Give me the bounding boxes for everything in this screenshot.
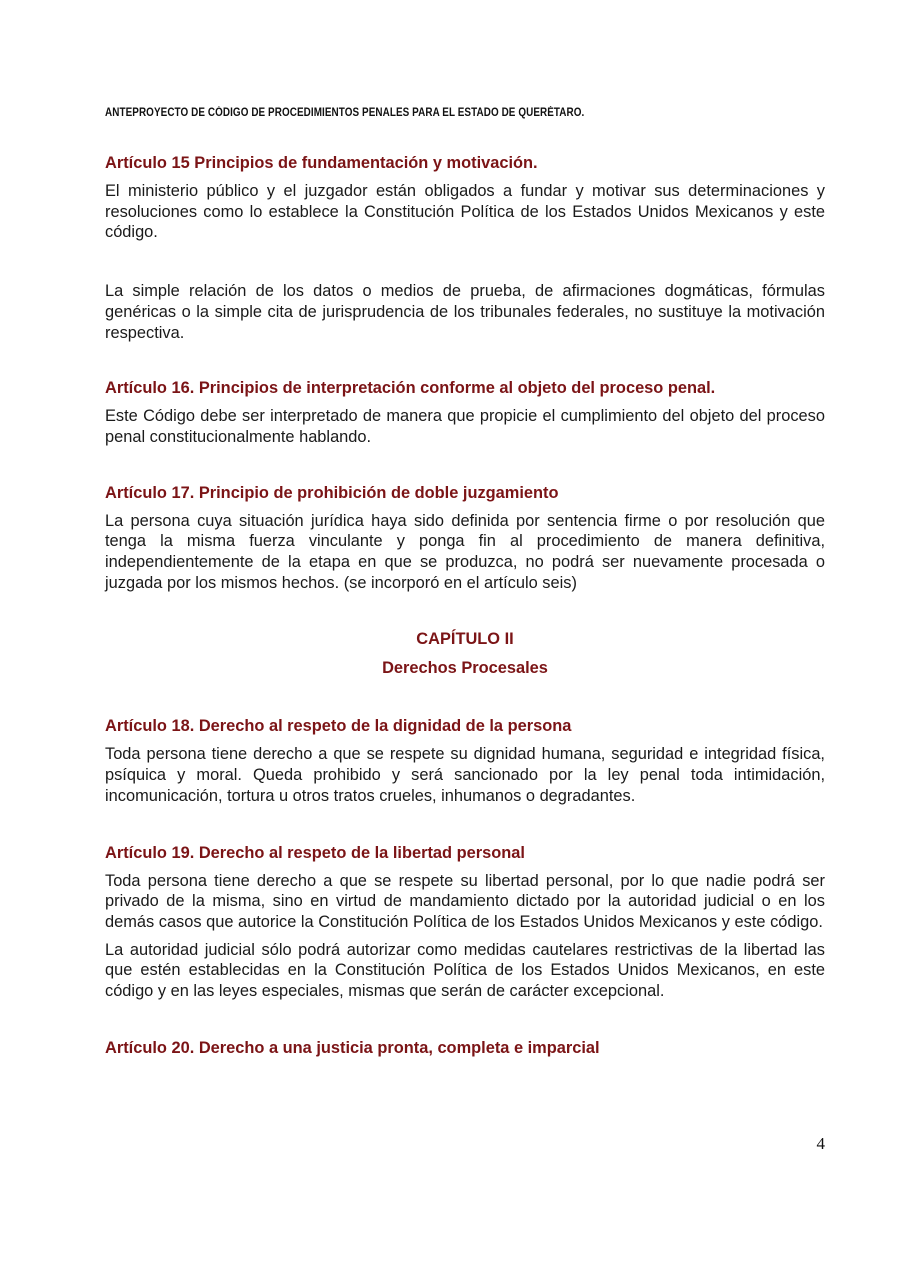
document-body	[105, 152, 825, 1059]
article-16-title: Artículo 16. Principios de interpretación conforme al objeto del proceso penal.	[105, 379, 716, 398]
article-18-title: Artículo 18. Derecho al respeto de la dignidad de la persona	[105, 717, 572, 736]
article-19-paragraph-1: Toda persona tiene derecho a que se respete su libertad personal, por lo que nadie podrá ser privado de la misma, sino en virtud de mandamiento dictado por la autoridad judicial o en los demás casos que autorice la Constitución Política de los Estados Unidos Mexicanos y este código.	[105, 871, 825, 931]
article-19-title: Artículo 19. Derecho al respeto de la libertad personal	[105, 843, 525, 862]
article-15-paragraph-2: La simple relación de los datos o medios de prueba, de afirmaciones dogmáticas, fórmulas genéricas o la simple cita de jurisprudencia de los tribunales federales, no sustituye la motivación respectiva.	[105, 282, 825, 342]
article-15-paragraph-1: El ministerio público y el juzgador están obligados a fundar y motivar sus determinaciones y resoluciones como lo establece la Constitución Política de los Estados Unidos Mexicanos y este código.	[105, 182, 825, 242]
article-17-title: Artículo 17. Principio de prohibición de doble juzgamiento	[105, 483, 559, 502]
article-20-title: Artículo 20. Derecho a una justicia pronta, completa e imparcial	[105, 1038, 600, 1057]
document-header: ANTEPROYECTO DE CÓDIGO DE PROCEDIMIENTOS PENALES PARA EL ESTADO DE QUERÉTARO.	[105, 107, 585, 119]
article-19-paragraph-2: La autoridad judicial sólo podrá autorizar como medidas cautelares restrictivas de la libertad las que estén establecidas en la Constitución Política de los Estados Unidos Mexicanos, en este código y en las leyes especiales, mismas que serán de carácter excepcional.	[105, 940, 825, 1001]
page-number: 4	[816, 1134, 825, 1153]
chapter-name: Derechos Procesales	[382, 659, 548, 678]
chapter-number: CAPÍTULO II	[416, 630, 514, 649]
article-17-paragraph-1: La persona cuya situación jurídica haya sido definida por sentencia firme o por resolución que tenga la misma fuerza vinculante y ponga fin al procedimiento de manera definitiva, independientemente de la etapa en que se produzca, no podrá ser nuevamente procesada o juzgada por los mismos hechos. (se incorporó en el artículo seis)	[105, 511, 825, 592]
article-16-paragraph-1: Este Código debe ser interpretado de manera que propicie el cumplimiento del objeto del proceso penal constitucionalmente hablando.	[105, 407, 825, 446]
article-15-title: Artículo 15 Principios de fundamentación y motivación.	[105, 154, 538, 172]
article-18-paragraph-1: Toda persona tiene derecho a que se respete su dignidad humana, seguridad e integridad física, psíquica y moral. Queda prohibido y será sancionado por la ley penal toda intimidación, incomunicación, tortura u otros tratos crueles, inhumanos o degradantes.	[105, 745, 825, 805]
